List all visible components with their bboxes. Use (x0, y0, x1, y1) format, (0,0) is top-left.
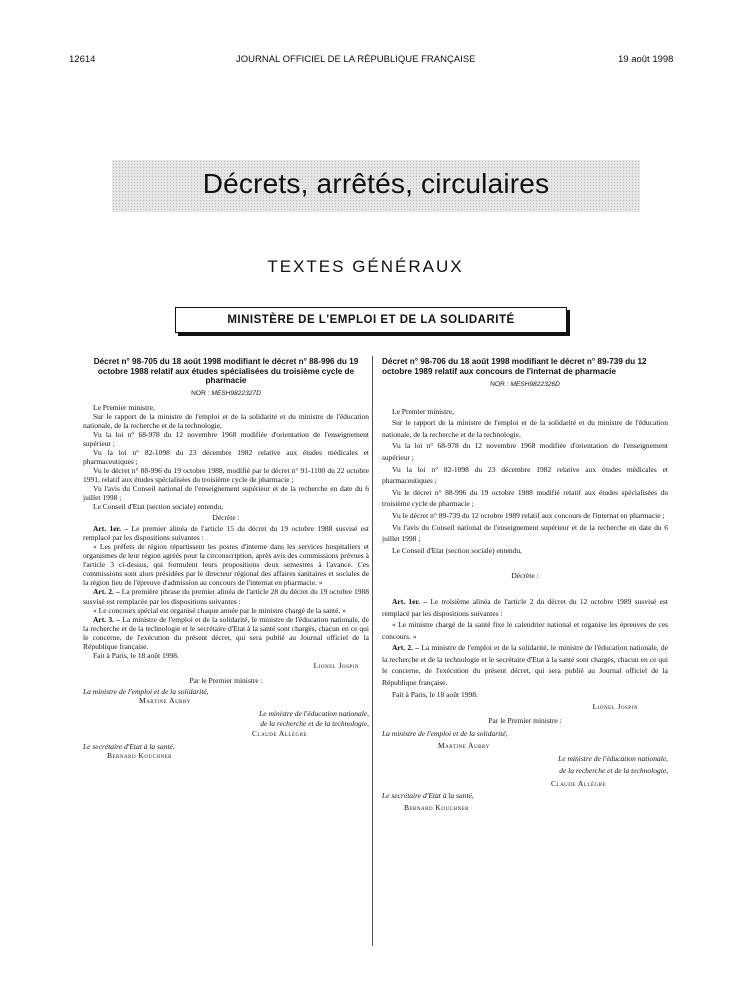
decree-left (83, 357, 369, 760)
signatory-pm: Lionel Jospin (313, 660, 359, 670)
article-label: Art. 1er. – (392, 596, 428, 606)
minister-title: de la recherche et de la technologie, (559, 766, 668, 776)
article-label: Art. 3. – (93, 614, 120, 624)
paragraph: Le Premier ministre, (93, 402, 155, 412)
par-premier-ministre: Par le Premier ministre : (189, 675, 263, 685)
nor-label: NOR : (490, 381, 509, 388)
minister-title: La ministre de l'emploi et de la solidarité, (83, 686, 209, 696)
minister-title: Le secrétaire d'Etat à la santé, (382, 791, 474, 801)
signatory-pm: Lionel Jospin (592, 702, 638, 712)
quote: « Les préfets de région répartissent les postes d'interne dans les services hospitaliers et organismes de leur région agréés pour la circonscription, après avis des commissions prévues à l'article 3 ci-dessus, qui formulent leurs propositions deux semestres à l'avance. Ces commissions sont alors présidées par le directeur régional des affaires sanitaires et sociales de la région lieu de l'épreuve d'admission au concours de l'internat en pharmacie. » (83, 542, 369, 588)
paragraph: Sur le rapport de la ministre de l'emploi et de la solidarité et du ministre de l'éducation nationale, de la recherche et de la technologie, (382, 418, 668, 439)
quote: « Le concours spécial est organisé chaque année par le ministre chargé de la santé. » (93, 605, 346, 615)
paragraph: Vu la loi n° 68-978 du 12 novembre 1968 modifiée d'orientation de l'enseignement supérieur ; (83, 429, 369, 448)
minister-name: Martine Aubry (139, 696, 191, 705)
article-2 (83, 587, 369, 605)
minister-name: Bernard Kouchner (107, 751, 173, 761)
minister-name: Martine Aubry (438, 741, 490, 751)
signed-place-date: Fait à Paris, le 18 août 1998. (392, 689, 478, 699)
minister-title: La ministre de l'emploi et de la solidarité, (382, 729, 508, 739)
quote: « Le ministre chargé de la santé fixe le calendrier national et organise les épreuves de ces concours. » (382, 620, 668, 641)
nor-label: NOR : (191, 389, 210, 397)
minister-name: Claude Allègre (551, 778, 606, 788)
paragraph: Le Conseil d'Etat (section sociale) entendu, (93, 502, 224, 512)
article-text: La première phrase du premier alinéa de l'article 28 du décret du 19 octobre 1988 susvisé est remplacée par les dispositions suivantes : (83, 587, 369, 606)
ministry-title: MINISTÈRE DE L'EMPLOI ET DE LA SOLIDARITÉ (227, 314, 515, 326)
nor-code: MESH9822327D (211, 389, 261, 397)
minister-title: Le secrétaire d'Etat à la santé, (83, 742, 175, 752)
page-number: 12614 (69, 54, 96, 65)
column-divider (372, 356, 373, 946)
paragraph: Vu la loi n° 68-978 du 12 novembre 1968 modifiée d'orientation de l'enseignement supérieur ; (382, 441, 668, 462)
article-1 (382, 596, 668, 619)
article-label: Art. 2. – (93, 587, 120, 597)
paragraph: Sur le rapport de la ministre de l'emploi et de la solidarité et du ministre de l'éducation nationale, de la recherche et de la technologie, (83, 411, 369, 430)
signed-place-date: Fait à Paris, le 18 août 1998. (93, 650, 179, 660)
band-title: Décrets, arrêtés, circulaires (202, 168, 550, 199)
nor-line (382, 379, 668, 391)
issue-date: 19 août 1998 (618, 54, 674, 65)
decrete: Décrète : (511, 571, 539, 581)
paragraph: Vu le décret n° 88-996 du 19 octobre 1988, modifié par le décret n° 91-1100 du 22 octobre 1991, relatif aux études spécialisées du troisième cycle de pharmacie ; (83, 465, 369, 484)
decrete: Décrète : (212, 513, 240, 523)
title-band (112, 160, 640, 212)
article-text: La ministre de l'emploi et de la solidarité, le ministre de l'éducation nationale, de la recherche et de la technologie et le secrétaire d'Etat à la santé sont chargés, chacun en ce qui le concerne, de l'exécution du présent décret, qui sera publié au Journal officiel de la République française. (83, 614, 370, 651)
article-2 (382, 642, 668, 688)
article-1 (83, 524, 369, 542)
decree-right (382, 357, 668, 814)
article-label: Art. 2. – (392, 643, 419, 653)
paragraph: Vu l'avis du Conseil national de l'enseignement supérieur et de la recherche en date du 6 juillet 1998 ; (382, 522, 668, 544)
paragraph: Vu le décret n° 89-739 du 12 octobre 1989 relatif aux concours de l'internat en pharmacie ; (392, 510, 665, 520)
paragraph: Le Premier ministre, (392, 406, 454, 416)
paragraph: Vu le décret n° 88-996 du 19 octobre 1988 modifié relatif aux études spécialisées du troisième cycle de pharmacie ; (382, 487, 668, 509)
minister-title: Le ministre de l'éducation nationale, (558, 753, 668, 763)
minister-name: Bernard Kouchner (404, 803, 470, 812)
journal-title: JOURNAL OFFICIEL DE LA RÉPUBLIQUE FRANÇAISE (236, 54, 476, 65)
par-premier-ministre: Par le Premier ministre : (488, 715, 562, 725)
paragraph: Vu l'avis du Conseil national de l'enseignement supérieur et de la recherche en date du 6 juillet 1998 ; (83, 483, 369, 503)
article-text: La ministre de l'emploi et de la solidarité, le ministre de l'éducation nationale, de la recherche et de la technologie et le secrétaire d'Etat à la santé sont chargés, chacun en ce qui le concerne, de l'exécution du présent décret, qui sera publié au Journal officiel de la République française. (382, 643, 669, 688)
paragraph: Vu la loi n° 82-1098 du 23 décembre 1982 relative aux études médicales et pharmaceutiques ; (382, 464, 668, 486)
minister-title: Le ministre de l'éducation nationale, (259, 709, 369, 719)
minister-name: Claude Allègre (252, 729, 307, 739)
article-label: Art. 1er. – (93, 524, 129, 534)
decree-title: Décret n° 98-706 du 18 août 1998 modifiant le décret n° 89-739 du 12 octobre 1989 relatif aux concours de l'internat de pharmacie (382, 357, 647, 376)
nor-code: MESH9822326D (510, 381, 560, 388)
paragraph: Le Conseil d'Etat (section sociale) entendu, (392, 545, 523, 555)
decree-title: Décret n° 98-705 du 18 août 1998 modifiant le décret n° 88-996 du 19 octobre 1988 relatif aux études spécialisées du troisième cycle de pharmacie (93, 357, 359, 385)
nor-line (83, 389, 369, 398)
section-title: TEXTES GÉNÉRAUX (267, 257, 464, 276)
article-text: Le troisième alinéa de l'article 2 du décret du 12 octobre 1989 susvisé est remplacé par les dispositions suivantes : (382, 596, 668, 618)
ministry-box (175, 307, 567, 333)
article-text: Le premier alinéa de l'article 15 du décret du 19 octobre 1988 susvisé est remplacé par les dispositions suivantes : (83, 524, 370, 543)
paragraph: Vu la loi n° 82-1098 du 23 décembre 1982 relative aux études médicales et pharmaceutiques ; (83, 447, 369, 466)
minister-title: de la recherche et de la technologie, (260, 719, 369, 729)
article-3 (83, 615, 369, 651)
